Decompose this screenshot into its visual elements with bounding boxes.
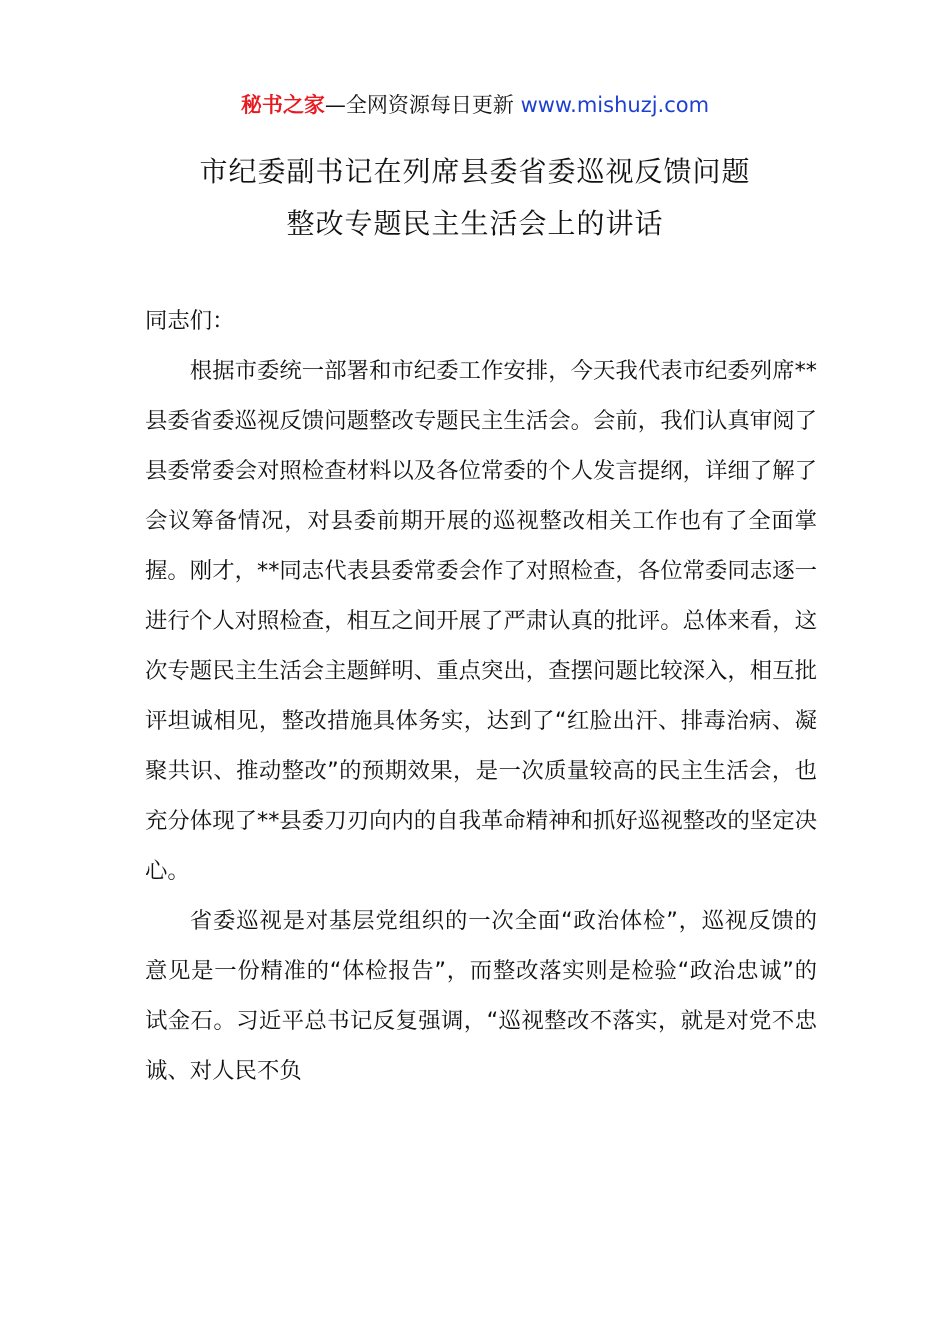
site-brand: 秘书之家: [240, 93, 325, 117]
salutation: 同志们：: [145, 308, 235, 334]
document-title: [0, 146, 950, 250]
paragraph-1: 根据市委统一部署和市纪委工作安排，今天我代表市纪委列席**县委省委巡视反馈问题整改专题民主生活会。会前，我们认真审阅了县委常委会对照检查材料以及各位常委的个人发言提纲，详细了解了会议筹备情况，对县委前期开展的巡视整改相关工作也有了全面掌握。刚才，**同志代表县委常委会作了对照检查，各位常委同志逐一进行个人对照检查，相互之间开展了严肃认真的批评。总体来看，这次专题民主生活会主题鲜明、重点突出，查摆问题比较深入，相互批评坦诚相见，整改措施具体务实，达到了“红脸出汗、排毒治病、凝聚共识、推动整改”的预期效果，是一次质量较高的民主生活会，也充分体现了**县委刀刃向内的自我革命精神和抓好巡视整改的坚定决心。: [145, 358, 817, 884]
site-slogan: —全网资源每日更新: [324, 93, 521, 117]
paragraph-2: 省委巡视是对基层党组织的一次全面“政治体检”，巡视反馈的意见是一份精准的“体检报告”，而整改落实则是检验“政治忠诚”的试金石。习近平总书记反复强调，“巡视整改不落实，就是对党不忠诚、对人民不负: [145, 908, 817, 1084]
site-header: [0, 88, 950, 122]
site-url-link[interactable]: www.mishuzj.com: [520, 93, 710, 117]
document-body: [145, 296, 817, 1096]
title-line-2: 整改专题民主生活会上的讲话: [286, 207, 664, 240]
title-line-1: 市纪委副书记在列席县委省委巡视反馈问题: [199, 155, 751, 188]
